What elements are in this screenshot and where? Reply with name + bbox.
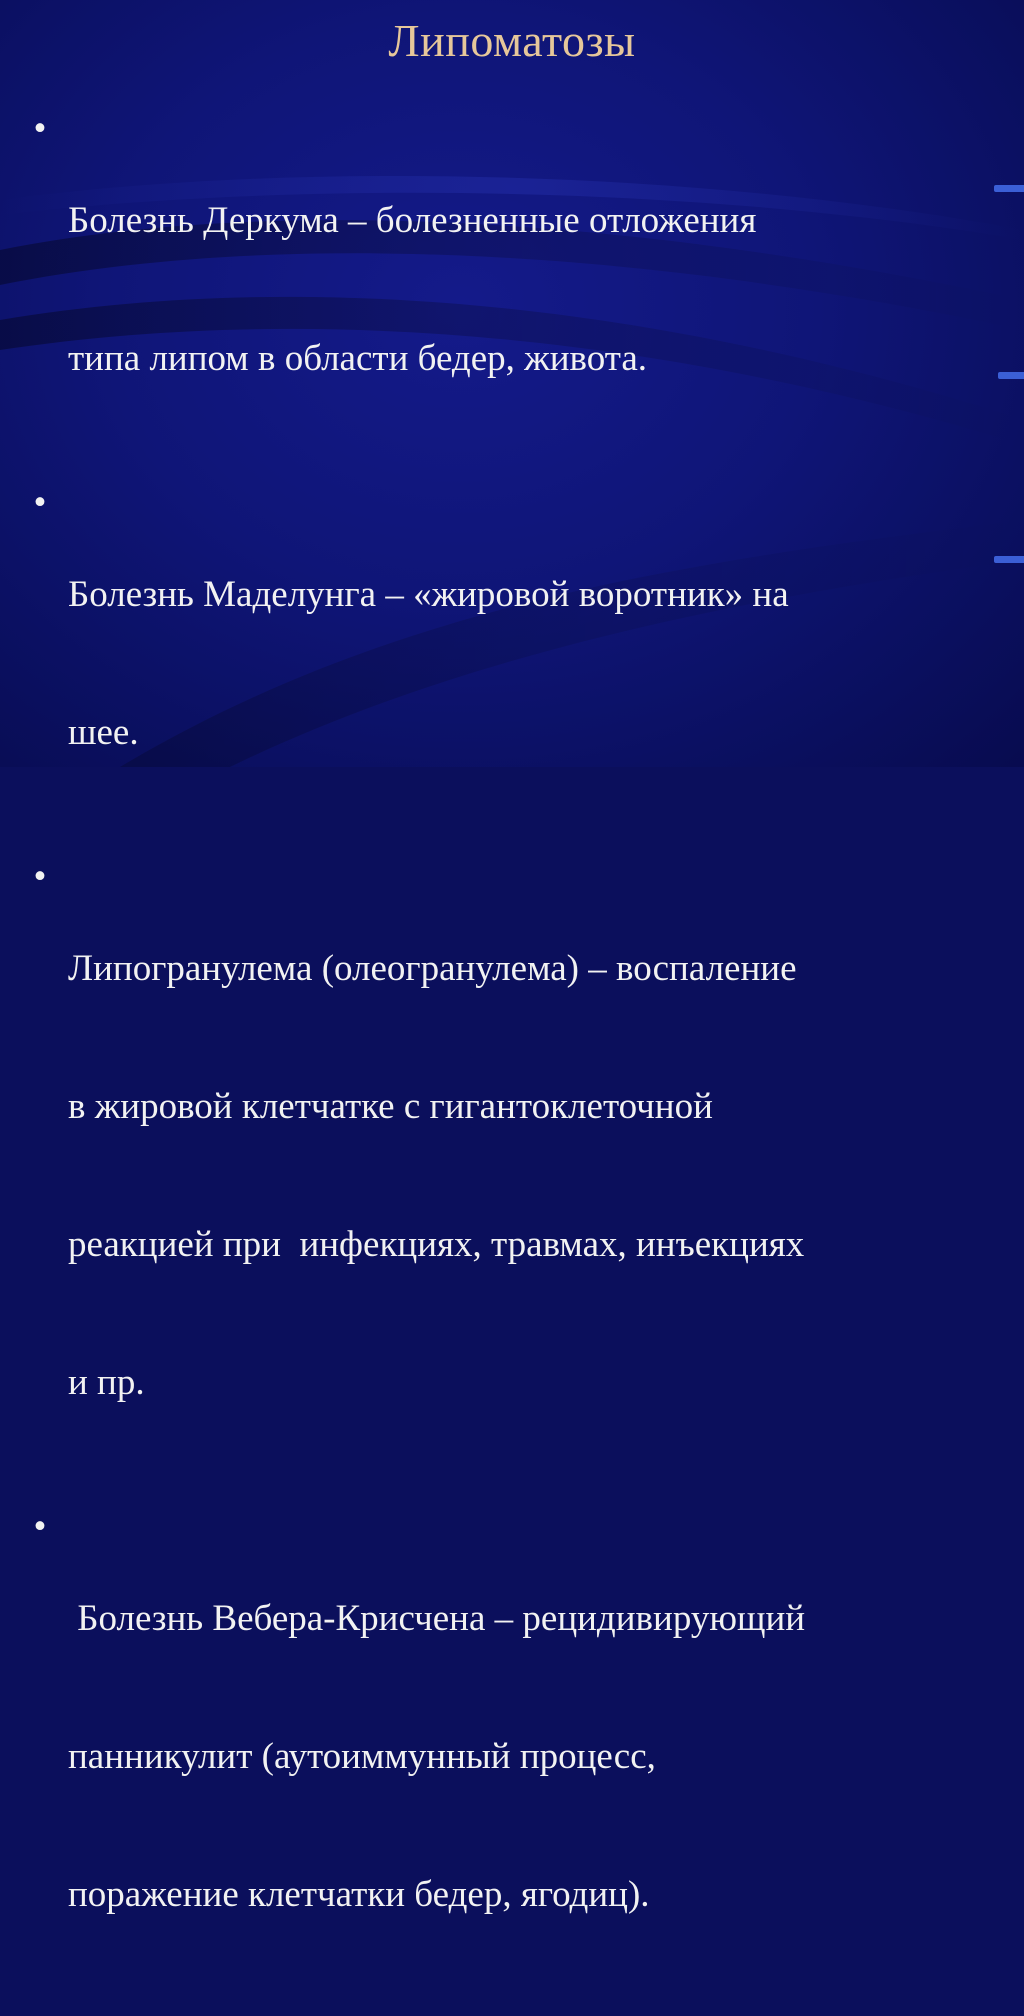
bullet-item [30, 1504, 990, 2010]
bullet-icon: • [33, 482, 47, 523]
bullet-line: поражение клетчатки бедер, ягодиц). [68, 1874, 650, 1915]
bullet-line: Болезнь Деркума – болезненные отложения [68, 200, 757, 241]
bullet-item [30, 854, 990, 1498]
bullet-item [30, 106, 990, 474]
edge-mark [998, 372, 1024, 379]
bullet-line: Болезнь Маделунга – «жировой воротник» на [68, 574, 789, 615]
bullet-text [68, 854, 990, 1498]
right-edge-decoration [984, 0, 1024, 767]
bullet-line: и пр. [68, 1362, 145, 1403]
bullet-line: типа липом в области бедер, живота. [68, 338, 648, 379]
bullet-icon: • [33, 856, 47, 897]
bullet-item [30, 480, 990, 848]
bullet-text [68, 106, 990, 474]
bullet-line: в жировой клетчатке с гигантоклеточной [68, 1086, 713, 1127]
bullet-icon: • [33, 1506, 47, 1547]
bullet-list [30, 106, 990, 2016]
bullet-icon: • [33, 108, 47, 149]
edge-mark [994, 556, 1024, 563]
bullet-line: шее. [68, 712, 139, 753]
bullet-text [68, 480, 990, 848]
bullet-line: реакцией при инфекциях, травмах, инъекциях [68, 1224, 805, 1265]
bullet-line: Липогранулема (олеогранулема) – воспаление [68, 948, 797, 989]
bullet-line: панникулит (аутоиммунный процесс, [68, 1736, 656, 1777]
bullet-line: Болезнь Вебера-Крисчена – рецидивирующий [68, 1598, 806, 1639]
slide-title: Липоматозы [388, 15, 636, 66]
edge-mark [994, 185, 1024, 192]
bullet-text [68, 1504, 990, 2010]
